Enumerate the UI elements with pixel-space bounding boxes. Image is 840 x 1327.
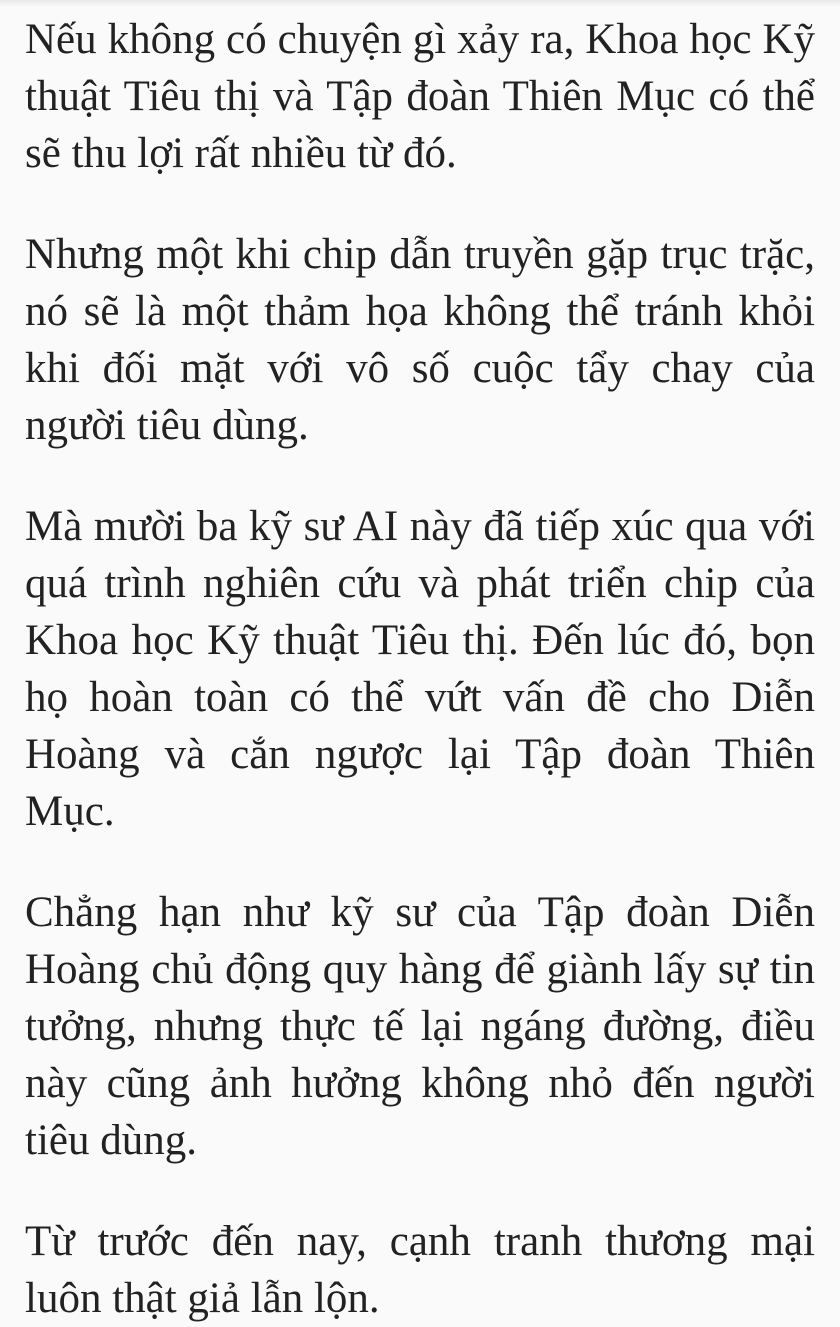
paragraph: Chẳng hạn như kỹ sư của Tập đoàn Diễn Hoàng chủ động quy hàng để giành lấy sự tin tưởng, nhưng thực tế lại ngáng đường, điều này cũng ảnh hưởng không nhỏ đến người tiêu dùng.: [25, 889, 815, 1164]
paragraph: Từ trước đến nay, cạnh tranh thương mại luôn thật giả lẫn lộn.: [25, 1218, 815, 1322]
page-top-shadow: [0, 0, 840, 7]
paragraph: Nếu không có chuyện gì xảy ra, Khoa học Kỹ thuật Tiêu thị và Tập đoàn Thiên Mục có thể sẽ thu lợi rất nhiều từ đó.: [25, 16, 815, 177]
paragraph: Nhưng một khi chip dẫn truyền gặp trục trặc, nó sẽ là một thảm họa không thể tránh khỏi khi đối mặt với vô số cuộc tẩy chay của người tiêu dùng.: [25, 231, 815, 449]
reader-text-area[interactable]: [0, 7, 840, 1327]
paragraph: Mà mười ba kỹ sư AI này đã tiếp xúc qua với quá trình nghiên cứu và phát triển chip của Khoa học Kỹ thuật Tiêu thị. Đến lúc đó, bọn họ hoàn toàn có thể vứt vấn đề cho Diễn Hoàng và cắn ngược lại Tập đoàn Thiên Mục.: [25, 503, 815, 835]
